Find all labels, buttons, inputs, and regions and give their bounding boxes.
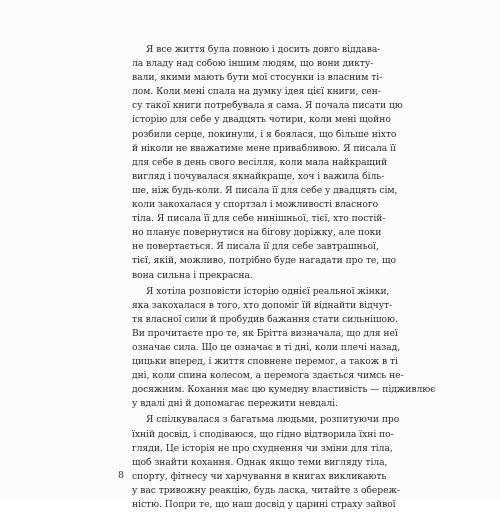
text-line: вали, якими мають бути мої стосунки із власним ті-: [132, 72, 383, 84]
text-line: ністю. Попри те, що наш досвід у царині страху зайвої: [132, 499, 396, 510]
text-line: вона сильна і прекрасна.: [132, 269, 253, 281]
text-line: досяжним. Кохання має цю кумедну властивість — підживлює: [132, 384, 436, 396]
text-line: ше, ніж будь-коли. Я писала її для себе у двадцять сім,: [132, 184, 398, 196]
text-line: дні, коли спина колесом, а перемога здається чимсь не-: [132, 370, 404, 382]
text-line: у вдалі дні й допомагає пережити невдалі.: [132, 398, 338, 410]
body-text: [132, 43, 436, 512]
paragraph: [132, 285, 436, 412]
text-line: Я все життя була повною і досить довго віддава-: [146, 44, 381, 55]
text-line: яка закохалася в того, хто допоміг їй віднайти відчут-: [132, 299, 393, 311]
text-line: Ви прочитаєте про те, як Брітта визначала, що для неї: [132, 327, 398, 339]
text-line: для себе в день свого весілля, коли мала найкращий: [132, 156, 388, 168]
text-line: тієї, якій, можливо, потрібно буде нагадати про те, що: [132, 255, 396, 267]
page-number: 8: [118, 470, 125, 481]
paragraph: [132, 413, 400, 512]
text-line: тіла. Я писала її для себе нинішньої, тієї, хто постій-: [132, 213, 386, 225]
text-line: щоб знайти кохання. Однак якщо теми вигляду тіла,: [132, 456, 388, 468]
text-line: їхній досвід, і сподіваюся, що гідно відтворила їхні по-: [132, 428, 394, 440]
text-line: означає сила. Що це означає в ті дні, коли плечі назад,: [132, 341, 401, 353]
text-line: історію для себе у двадцять чотири, коли мені щойно: [132, 114, 391, 126]
text-line: у вас тривожну реакцію, будь ласка, читайте з обереж-: [132, 484, 400, 496]
text-line: лом. Коли мені спала на думку ідея цієї книги, сен-: [132, 86, 381, 98]
text-line: но планує повернутися на бігову доріжку, але поки: [132, 227, 382, 239]
text-line: розбили серце, покинули, і я боялася, що більше ніхто: [132, 128, 397, 140]
text-line: спорту, фітнесу чи харчування в книгах викликають: [132, 470, 387, 482]
text-line: й ніколи не вважатиме мене привабливою. Я писала її: [132, 142, 396, 154]
text-line: Я хотіла розповісти історію однієї реальної жінки,: [146, 285, 390, 297]
text-line: гляди. Це історія не про схуднення чи зміни для тіла,: [132, 442, 393, 454]
text-line: коли закохалася у спортзал і можливості власного: [132, 199, 379, 211]
text-line: вигляд і почувалася якнайкраще, хоч і важила біль-: [132, 170, 385, 182]
text-line: Я спілкувалася з багатьма людьми, розпитуючи про: [146, 414, 400, 426]
text-line: тя власної сили й пробудив бажання стати сильнішою.: [132, 313, 398, 325]
text-line: не повертається. Я писала її для себе завтрашньої,: [132, 241, 379, 253]
paragraph: [132, 43, 403, 283]
text-line: су такої книги потребувала я сама. Я почала писати цю: [132, 100, 403, 112]
text-line: ла владу над собою іншим людям, що вони дикту-: [132, 58, 374, 70]
text-line: цицьки вперед, і життя сповнене перемог, а також в ті: [132, 356, 398, 368]
